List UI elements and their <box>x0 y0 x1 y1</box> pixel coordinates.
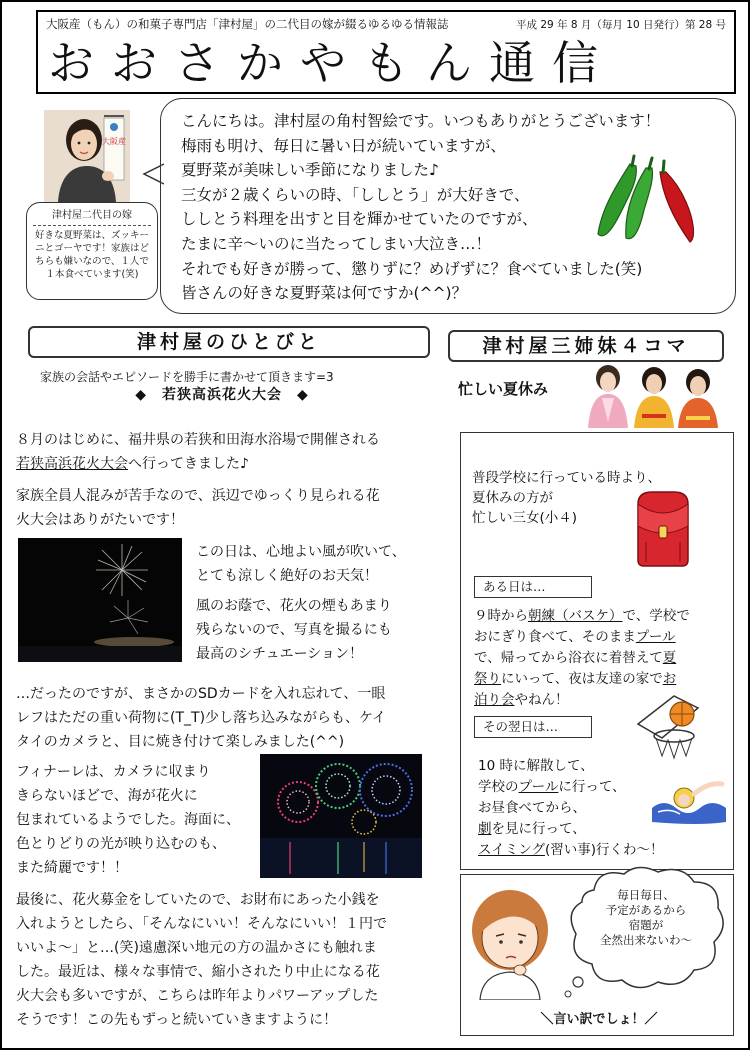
comic-text: おにぎり食べて、そのまま <box>474 629 636 645</box>
article-line: 火大会も多いですが、こちらは昨年よりパワーアップした <box>16 988 379 1004</box>
article-text: へ行ってきました♪ <box>128 456 249 472</box>
randoseru-icon <box>628 486 698 568</box>
greeting-line: 三女が２歳くらいの時、「ししとう」が大好きで、 <box>181 185 530 204</box>
excuse-caption: ＼言い訳でしょ！／ <box>540 1012 658 1027</box>
article-subtitle: ◆ 若狭高浜花火大会 ◆ <box>135 387 309 403</box>
article-line: また綺麗です！！ <box>16 860 128 876</box>
comic-line <box>478 819 586 839</box>
thought-line: 全然出来ないわ～ <box>600 933 692 947</box>
pepper-illustration-icon <box>590 150 700 250</box>
thought-text <box>582 888 710 948</box>
comic-text: (習い事)行くわ～！ <box>544 842 664 858</box>
section-title-right: 津村屋三姉妹４コマ <box>448 330 724 362</box>
comic-line <box>478 777 626 797</box>
profile-name: 津村屋二代目の嫁 <box>52 210 132 221</box>
section-title-left: 津村屋のひとびと <box>28 326 430 358</box>
issue-date: 平成 29 年 8 月（毎月 10 日発行）第 28 号 <box>516 19 726 31</box>
article-highlight: 若狭高浜花火大会 <box>16 456 128 472</box>
comic-highlight: 夏 <box>662 650 677 666</box>
fireworks-photo-2 <box>260 754 422 878</box>
sisters-photo <box>582 362 722 428</box>
comic-highlight: スイミング <box>478 842 545 858</box>
article-line <box>16 452 249 477</box>
greeting-line: こんにちは。津村屋の角村智絵です。いつもありがとうございます！ <box>181 112 661 130</box>
comic-highlight: お <box>662 671 677 687</box>
comic-line: 夏休みの方が <box>472 490 553 506</box>
comic-line: 10 時に解散して、 <box>478 758 594 774</box>
comic-highlight: プール <box>518 779 559 795</box>
comic-highlight: 朝練（バスケ） <box>528 608 623 624</box>
comic-line <box>474 669 676 689</box>
label-next-day: その翌日は… <box>474 716 592 738</box>
section-intro: 家族の会話やエピソードを勝手に書かせて頂きます=3 <box>40 370 334 384</box>
comic-text: で、学校で <box>622 608 690 624</box>
article-line: そうです！この先もずっと続いていきますように！ <box>16 1012 338 1028</box>
article-line: ８月のはじめに、福井県の若狭和田海水浴場で開催される <box>16 432 380 448</box>
swimmer-icon <box>650 774 728 826</box>
thought-line: 宿題が <box>628 918 664 932</box>
thought-line: 毎日毎日、 <box>617 888 675 902</box>
banner-text: 大阪産 <box>102 137 126 146</box>
comic-text: ９時から <box>474 608 528 624</box>
newsletter-title: おおさかやもん通信 <box>48 36 615 90</box>
article-line: 最高のシチュエーション！ <box>196 646 364 662</box>
article-line: 火大会はありがたいです！ <box>16 512 184 528</box>
article-line: きらないほどで、海が花火に <box>16 788 198 804</box>
greeting-line: 皆さんの好きな夏野菜は何ですか(^^)？ <box>181 284 468 303</box>
greeting-line: ししとう料理を出すと目を輝かせていたのですが、 <box>181 210 538 229</box>
comic-line: 忙しい三女(小４) <box>472 510 578 526</box>
article-line: とても涼しく絶好のお天気！ <box>196 568 378 584</box>
profile-text: 好きな夏野菜は、ズッキーニとゴーヤです！家族はどちらも嫌いなので、１人で１本食べています(笑) <box>34 230 149 280</box>
comic-line: お昼食べてから、 <box>478 800 586 816</box>
comic-line <box>478 840 664 860</box>
comic-line <box>474 690 569 710</box>
article-line: 風のお蔭で、花火の煙もあまり <box>196 598 392 614</box>
article-line: いいよ～」と…(笑)遠慮深い地元の方の温かさにも触れま <box>16 940 377 956</box>
article-line: 入れようとしたら、「そんなにいい！そんなにいい！１円で <box>16 916 387 932</box>
article-line: 残らないので、写真を撮るにも <box>196 622 392 638</box>
comic-line: 普段学校に行っている時より、 <box>472 470 661 486</box>
comic-title: 忙しい夏休み <box>458 380 549 398</box>
comic-text: を見に行って、 <box>491 821 586 837</box>
article-line: 色とりどりの光が映り込むのも、 <box>16 836 226 852</box>
thought-line: 予定があるから <box>605 903 687 917</box>
comic-text: で、帰ってから浴衣に着替えて <box>474 650 663 666</box>
author-photo <box>44 110 130 202</box>
comic-highlight: プール <box>635 629 676 645</box>
comic-highlight: 祭り <box>474 671 501 687</box>
article-line: した。最近は、様々な事情で、縮小されたり中止になる花 <box>16 964 380 980</box>
article-line: レフはただの重い荷物に(T_T)少し落ち込みながらも、ケイ <box>16 710 387 726</box>
label-some-day: ある日は… <box>474 576 592 598</box>
comic-text: にいって、夜は友達の家で <box>501 671 663 687</box>
article-line: 包まれているようでした。海面に、 <box>16 812 240 828</box>
comic-line <box>474 627 676 647</box>
comic-line <box>474 648 676 668</box>
comic-highlight: 劇 <box>478 821 492 837</box>
basketball-hoop-icon <box>634 694 702 760</box>
comic-line <box>474 606 690 626</box>
comic-highlight: 泊り会 <box>474 692 515 708</box>
sister-thinking-icon <box>464 882 560 1000</box>
profile-bubble <box>26 202 158 300</box>
comic-text: に行って、 <box>558 779 626 795</box>
article-line: この日は、心地よい風が吹いて、 <box>196 544 406 560</box>
article-line: 家族全員人混みが苦手なので、浜辺でゆっくり見られる花 <box>16 488 380 504</box>
article-line: タイのカメラと、目に焼き付けて楽しみました(^^) <box>16 734 345 750</box>
masthead <box>36 10 736 94</box>
greeting-line: たまに辛～いのに当たってしまい大泣き…！ <box>181 234 492 253</box>
article-line: フィナーレは、カメラに収まり <box>16 764 211 780</box>
greeting-line: 梅雨も明け、毎日に暑い日が続いていますが、 <box>181 136 506 155</box>
masthead-subtitle: 大阪産（もん）の和菓子専門店「津村屋」の二代目の嫁が綴るゆるゆる情報誌 <box>46 17 449 31</box>
greeting-line: 夏野菜が美味しい季節になりました♪ <box>181 161 439 180</box>
fireworks-photo-1 <box>18 538 182 662</box>
comic-text: 学校の <box>478 779 519 795</box>
greeting-line: それでも好きが勝って、懲りずに？めげずに？食べていました(笑) <box>181 259 643 278</box>
profile-divider <box>33 225 151 226</box>
article-line: …だったのですが、まさかのSDカードを入れ忘れて、一眼 <box>16 686 386 702</box>
comic-text: やねん！ <box>514 692 569 708</box>
article-line: 最後に、花火募金をしていたので、お財布にあった小銭を <box>16 892 380 908</box>
